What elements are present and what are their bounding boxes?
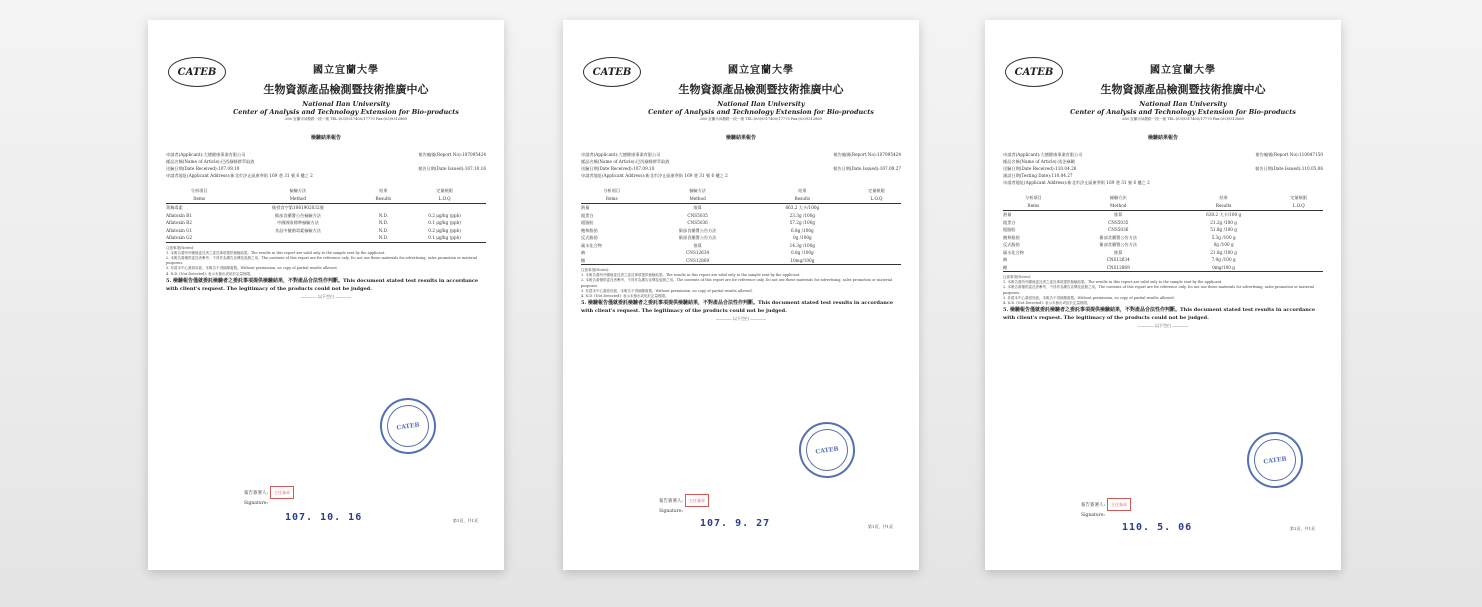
applicant-value: 大德健康事業有限公司 [203,152,246,157]
table-row [1003,211,1323,219]
row-result: 638.2 大卡/100 g [1206,212,1242,217]
table-row [1003,249,1323,257]
report-document-2 [563,20,919,570]
cateb-logo: CATEB [583,57,641,87]
signature-stamp: 主任簽章 [270,486,294,499]
row-item: 粗蛋白 [1003,219,1016,225]
report-no-label: 報告編號(Report No): [1255,152,1300,157]
row-loq [852,234,901,242]
row-method: 衛部食藥署公告方法 [678,227,717,233]
report-meta [581,151,901,179]
row-method: 衛部食藥署公告方法 [1099,234,1138,240]
table-row [1003,264,1323,272]
date-received-label: 送驗日期(Date Received): [581,166,634,171]
col-method-en: Method [232,195,363,204]
row-item: 碳水化合物 [1003,249,1024,255]
table-row [166,234,486,242]
col-method-cn: 檢驗方法 [689,188,706,193]
row-loq [1274,211,1323,219]
row-method: 衛部食藥署公告檢驗方法 [274,212,321,218]
report-no-value: 110047150 [1299,152,1323,157]
row-loq [1274,241,1323,249]
notes-title: 注意事項(Notes): [1003,275,1032,279]
date-received-value: 110.04.26 [1055,166,1077,171]
col-results-cn: 結果 [1219,195,1228,200]
report-no-value: 107095424 [877,152,901,157]
col-loq-cn: 定量極限 [1290,195,1308,200]
university-name-en: National Ilan University [1139,100,1227,108]
row-result: 0g /100 g [1213,242,1234,247]
article-label: 樣品名稱(Name of Article): [1003,159,1058,164]
page-number: 第1頁，共1頁 [452,518,478,523]
university-name-en: National Ilan University [302,100,390,108]
note-5: 5. 檢驗報告僅就委託檢驗者之委託事項提供檢驗結果，不對產品合法性作判斷。This document stated test results in accordance with client's request. The legitimacy of the products could not be judged. [166,277,479,292]
table-row [581,249,901,257]
center-name-en: Center of Analysis and Technology Extension for Bio-products [233,108,459,116]
date-received-value: 107.09.10 [633,166,655,171]
table-row [1003,219,1323,227]
row-result: 21.8g /100 g [1210,249,1237,255]
row-item: 熱量 [1003,212,1012,217]
row-result: 7.9g /100 g [1211,257,1236,262]
testing-date-value: 110.04.27 [1051,173,1073,178]
signature-label: 報告簽署人: [1081,503,1106,508]
col-method-en: Method [642,195,752,204]
row-loq [852,242,901,250]
signature-stamp: 主任簽章 [685,494,709,507]
testing-date-label: 測試日期(Testing Date): [1003,173,1052,178]
date-issued-value: 110.05.06 [1301,166,1323,171]
center-name-cn: 生物資源產品檢測暨技術推廣中心 [1100,83,1266,96]
row-method: 推算 [693,205,702,210]
note-4: 4. N.D. (Not Detected): 表示未檢出或低於定量極限。 [166,271,254,276]
row-loq [1274,234,1323,242]
report-no-label: 報告編號(Report No): [833,152,878,157]
row-result: 663.2 大卡/100g [785,205,820,210]
note-3: 3. 非經本中心書面同意，本報告不得摘錄複製。Without permission, no copy of partial results allowed. [1003,295,1175,300]
col-results-cn: 結果 [798,188,807,193]
report-header [1043,61,1323,122]
table-row [166,212,486,220]
end-of-report: ———— 以下空白 ———— [715,316,767,322]
signature-block [1081,498,1131,520]
note-3: 3. 非經本中心書面同意，本報告不得摘錄複製。Without permission, no copy of partial results allowed. [166,266,338,271]
row-loq [852,227,901,235]
center-name-cn: 生物資源產品檢測暨技術推廣中心 [263,83,429,96]
center-address: 260 宜蘭市神農路一段一號 TEL:(03)9317400/17770 Fax:(03)9312869 [1122,117,1244,121]
col-results-en: Results [1173,202,1275,211]
row-method: 衛授食字第1061902032號 [272,205,324,210]
signature-en: Signature: [244,501,269,506]
report-meta [1003,151,1323,186]
signature-block [244,486,294,508]
results-table [166,187,486,243]
date-stamp: 107. 10. 16 [285,512,363,523]
row-loq [852,204,901,212]
col-loq-en: L.O.Q [403,195,486,204]
table-row [1003,234,1323,242]
address-value: 新北市汐止區康寧街 169 巷 31 號 6 樓之 2 [645,173,728,178]
row-result: N.D. [364,234,404,242]
notes-section [1003,275,1323,322]
row-loq [852,249,901,257]
row-method: CNS12634 [1106,257,1130,262]
col-items-en: Items [166,195,232,204]
table-row [1003,226,1323,234]
row-result [364,204,404,212]
row-result: N.D. [378,227,388,233]
row-method: 推算 [693,242,702,248]
col-method-en: Method [1064,202,1173,211]
report-document-3 [985,20,1341,570]
note-5: 5. 檢驗報告僅就委託檢驗者之委託事項提供檢驗結果，不對產品合法性作判斷。This document stated test results in accordance with client's request. The legitimacy of the products could not be judged. [1003,307,1316,322]
row-method: 食品中黴菌毒素檢驗方法 [274,227,321,233]
col-method-cn: 檢驗方法 [1109,195,1127,200]
row-loq [852,212,901,220]
results-table [1003,194,1323,272]
row-result: N.D. [378,220,388,225]
note-2: 2. 本報告書僅供委託者參考，不得作為廣告宣傳及促銷之用。The contents of this report are for reference only. Do not use these materials for advertising, sales promotion or material purposes. [1003,285,1314,295]
row-method: 推算 [1114,212,1123,217]
col-results-en: Results [753,195,852,204]
row-item: Aflatoxin G2 [166,234,232,242]
row-loq [1274,226,1323,234]
row-item: 鈉 [581,250,586,255]
row-item: 粗脂肪 [581,220,594,225]
table-row [581,227,901,235]
row-result: 5.3g /100 g [1211,234,1236,240]
row-method [232,234,363,242]
date-received-label: 送驗日期(Date Received): [1003,166,1056,171]
report-no-value: 107095424 [462,152,486,157]
article-label: 樣品名稱(Name of Article): [581,159,636,164]
center-name-en: Center of Analysis and Technology Extension for Bio-products [1070,108,1296,116]
official-seal: CATEB [1243,428,1306,491]
row-loq [403,204,486,212]
table-row [166,219,486,227]
university-name-cn: 國立宜蘭大學 [728,65,794,76]
row-loq [1274,249,1323,257]
row-loq [1274,264,1323,272]
signature-block [659,494,709,516]
end-of-report: ———— 以下空白 ———— [1137,323,1189,329]
row-loq [1274,256,1323,264]
row-method: CNS12869 [642,257,752,265]
address-label: 申請者地址(Applicant Address): [166,173,231,178]
table-row [1003,241,1323,249]
applicant-label: 申請者(Applicant): [581,152,619,157]
applicant-value: 大德健康事業有限公司 [618,152,661,157]
col-items-cn: 分析項目 [603,188,621,193]
note-4: 4. N.D. (Not Detected): 表示未檢出或低於定量極限。 [1003,301,1091,306]
row-result: 6.8g /100g [790,227,814,233]
row-item: 粗蛋白 [581,212,594,218]
signature-en: Signature: [1081,513,1106,518]
table-row [581,219,901,227]
center-name-en: Center of Analysis and Technology Extension for Bio-products [648,108,874,116]
row-item: 糖 [581,257,642,265]
row-result: 21.2g /100 g [1210,219,1237,225]
row-result: 57.2g /100g [789,220,816,225]
table-row [166,204,486,212]
date-issued-label: 報告日期(Date Issued): [1255,166,1302,171]
row-loq [1274,219,1323,227]
row-item: 飽和脂肪 [1003,234,1020,240]
notes-title: 注意事項(Notes): [581,268,610,272]
row-item: Aflatoxin B1 [166,212,192,218]
col-items-en: Items [1003,202,1064,211]
row-method: CNS12869 [1064,264,1173,272]
cateb-logo: CATEB [168,57,226,87]
row-loq: 0.1 μg/kg (ppb) [403,234,486,242]
col-items-en: Items [581,195,642,204]
row-method: 衛部食藥署公告方法 [678,235,717,240]
address-label: 申請者地址(Applicant Address): [1003,180,1068,185]
col-results-cn: 結果 [379,188,388,193]
note-3: 3. 非經本中心書面同意，本報告不得摘錄複製。Without permission, no copy of partial results allowed. [581,288,753,293]
page-number: 第1頁，共1頁 [1289,526,1315,531]
row-loq [852,219,901,227]
row-loq [852,257,901,265]
col-results-en: Results [364,195,404,204]
address-value: 新北市汐止區康寧街 169 巷 31 號 6 樓之 2 [230,173,313,178]
row-method: 衛部食藥署公告方法 [1099,242,1138,247]
date-received-value: 107.09.10 [218,166,240,171]
center-name-cn: 生物資源產品檢測暨技術推廣中心 [678,83,844,96]
col-items-cn: 分析項目 [190,188,208,193]
row-method: CNS5035 [687,212,708,218]
row-result: N.D. [378,212,388,218]
official-seal: CATEB [376,394,439,457]
signature-label: 報告簽署人: [244,491,269,496]
cateb-logo: CATEB [1005,57,1063,87]
article-value: 巴西綠蜂膠萃取液 [220,159,255,164]
row-result: 14.3g /100g [789,242,816,248]
official-seal: CATEB [795,418,858,481]
row-loq: 0.2 μg/kg (ppb) [428,212,461,218]
end-of-report: ———— 以下空白 ———— [300,293,352,299]
row-item: 碳水化合物 [581,242,602,248]
report-title: 檢驗結果報告 [310,135,341,141]
row-result: 0g /100g [792,235,812,240]
table-row [166,227,486,235]
col-loq-en: L.O.Q [852,195,901,204]
note-1: 1. 本報告書所列僅就委託者之委託事項提供檢驗結果。The results in this report are valid only to the sample sent by the applicant. [581,273,801,278]
row-item: 黃麴毒素 [166,205,183,210]
report-document-1 [148,20,504,570]
table-row [581,242,901,250]
table-row [1003,256,1323,264]
date-issued-value: 107.10.16 [464,166,486,171]
date-received-label: 送驗日期(Date Received): [166,166,219,171]
report-no-label: 報告編號(Report No): [418,152,463,157]
report-meta [166,151,486,179]
report-header [621,61,901,122]
row-item: 糖 [1003,264,1064,272]
results-table [581,187,901,265]
row-method: CNS12634 [686,250,710,255]
col-method-cn: 檢驗方法 [289,188,307,193]
university-name-cn: 國立宜蘭大學 [1150,65,1216,76]
row-result: 0mg/100 g [1173,264,1275,272]
date-issued-label: 報告日期(Date Issued): [833,166,880,171]
table-row [581,234,901,242]
row-result: 51.8g /100 g [1210,227,1237,232]
applicant-label: 申請者(Applicant): [166,152,204,157]
report-title: 檢驗結果報告 [1147,135,1178,141]
report-title: 檢驗結果報告 [725,135,756,141]
row-result: 23.3g /100g [789,212,816,218]
row-loq: 0.2 μg/kg (ppb) [428,227,461,233]
table-row [581,204,901,212]
article-value: 黑芝麻糊 [1057,159,1075,164]
date-issued-label: 報告日期(Date Issued): [418,166,465,171]
row-result: 10mg/100g [753,257,852,265]
row-method: 推算 [1114,249,1123,255]
row-item: 反式脂肪 [581,235,598,240]
row-item: 熱量 [581,205,590,210]
note-2: 2. 本報告書僅供委託者參考，不得作為廣告宣傳及促銷之用。The contents of this report are for reference only. Do not use these materials for advertising, sales promotion or material purposes. [581,278,892,288]
col-loq-en: L.O.Q [1274,202,1323,211]
article-label: 樣品名稱(Name of Article): [166,159,221,164]
page-number: 第1頁，共1頁 [867,524,893,529]
row-item: 飽和脂肪 [581,227,598,233]
applicant-label: 申請者(Applicant): [1003,152,1041,157]
col-loq-cn: 定量極限 [868,188,885,193]
row-item: 反式脂肪 [1003,242,1020,247]
note-4: 4. N.D. (Not Detected): 表示未檢出或低於定量極限。 [581,294,669,299]
university-name-cn: 國立宜蘭大學 [313,65,379,76]
note-1: 1. 本報告書所列僅就委託者之委託事項提供檢驗結果。The results in this report are valid only to the sample sent by the applicant. [166,250,386,255]
date-stamp: 107. 9. 27 [700,518,771,529]
date-stamp: 110. 5. 06 [1122,522,1193,533]
report-header [206,61,486,122]
notes-title: 注意事項(Notes): [166,245,195,250]
table-row [581,212,901,220]
address-value: 新北市汐止區康寧街 169 巷 31 號 6 樓之 2 [1067,180,1150,185]
note-1: 1. 本報告書所列僅就委託者之委託事項提供檢驗結果。The results in this report are valid only to the sample sent by the applicant. [1003,280,1223,285]
signature-label: 報告簽署人: [659,499,684,504]
address-label: 申請者地址(Applicant Address): [581,173,646,178]
center-address: 260 宜蘭市神農路一段一號 TEL:(03)9317400/17770 Fax:(03)9312869 [700,117,822,121]
center-address: 260 宜蘭市神農路一段一號 TEL:(03)9317400/17770 Fax:(03)9312869 [285,117,407,121]
col-loq-cn: 定量極限 [436,188,453,193]
article-value: 巴西綠蜂膠萃取液 [635,159,670,164]
row-method: CNS5036 [687,220,708,225]
notes-section [581,268,901,315]
row-item: Aflatoxin G1 [166,227,193,233]
row-result: 0.8g /100g [790,250,814,255]
signature-en: Signature: [659,509,684,514]
notes-section [166,246,486,293]
note-2: 2. 本報告書僅供委託者參考，不得作為廣告宣傳及促銷之用。The contents of this report are for reference only. Do not use these materials for advertising, sales promotion or material purposes. [166,255,477,266]
row-loq: 0.1 μg/kg (ppb) [428,220,461,225]
row-item: Aflatoxin B2 [166,220,192,225]
university-name-en: National Ilan University [717,100,805,108]
row-method: 中國國家標準檢驗方法 [276,220,319,225]
row-item: 鈉 [1003,257,1008,262]
row-item: 粗脂肪 [1003,227,1016,232]
row-method: CNS5036 [1108,227,1129,232]
col-items-cn: 分析項目 [1024,195,1042,200]
signature-stamp: 主任簽章 [1107,498,1131,511]
table-row [581,257,901,265]
row-method: CNS5035 [1108,219,1129,225]
date-issued-value: 107.09.27 [879,166,901,171]
applicant-value: 大德健康事業有限公司 [1040,152,1083,157]
note-5: 5. 檢驗報告僅就委託檢驗者之委託事項提供檢驗結果，不對產品合法性作判斷。This document stated test results in accordance with client's request. The legitimacy of the products could not be judged. [581,300,894,315]
